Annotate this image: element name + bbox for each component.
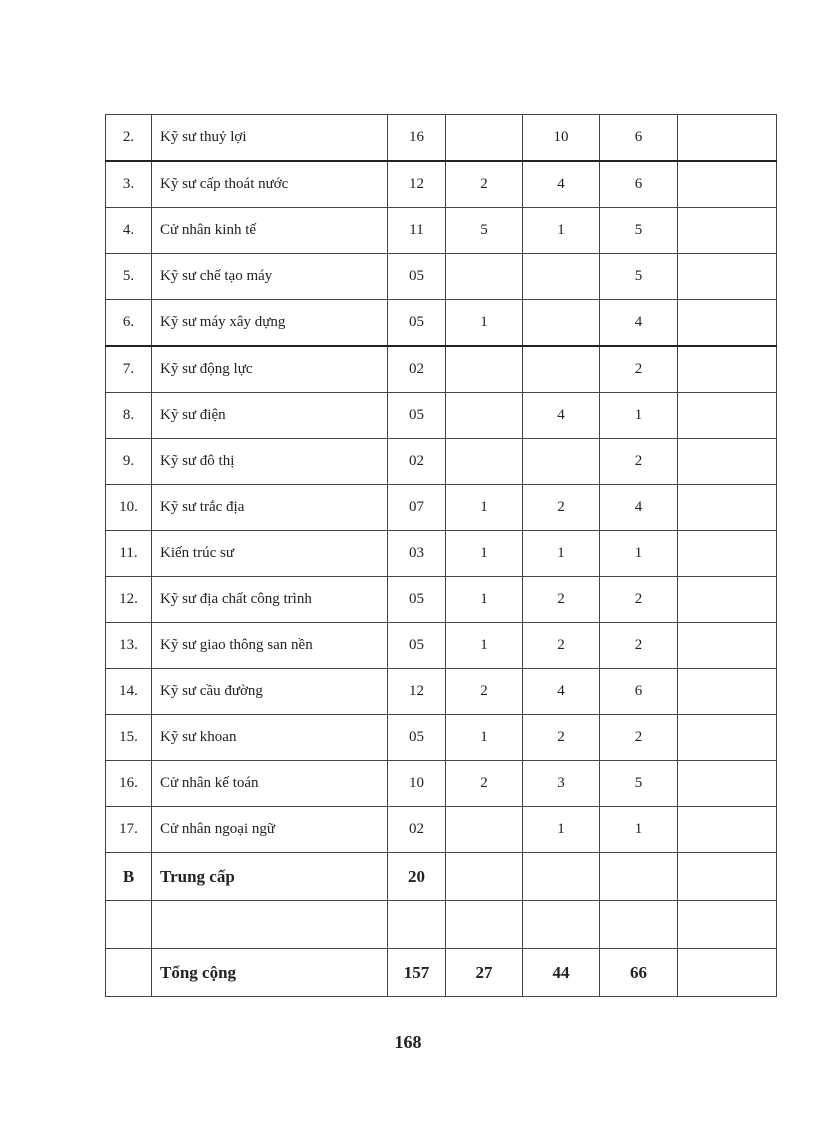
table-row bbox=[106, 949, 777, 997]
count-col-3-cell: 2 bbox=[600, 346, 678, 393]
row-number-cell: 6. bbox=[106, 300, 152, 347]
count-col-2-cell: 2 bbox=[523, 577, 600, 623]
count-col-1-cell bbox=[446, 254, 523, 300]
count-col-1-cell bbox=[446, 901, 523, 949]
count-col-2-cell bbox=[523, 853, 600, 901]
total-cell: 157 bbox=[388, 949, 446, 997]
qualification-cell: Kỹ sư động lực bbox=[152, 346, 388, 393]
count-col-1-cell: 1 bbox=[446, 577, 523, 623]
count-col-3-cell: 2 bbox=[600, 577, 678, 623]
note-cell bbox=[678, 161, 777, 208]
count-col-1-cell: 1 bbox=[446, 623, 523, 669]
count-col-2-cell bbox=[523, 254, 600, 300]
count-col-2-cell: 10 bbox=[523, 115, 600, 162]
note-cell bbox=[678, 208, 777, 254]
count-col-3-cell bbox=[600, 901, 678, 949]
note-cell bbox=[678, 853, 777, 901]
count-col-1-cell: 1 bbox=[446, 485, 523, 531]
qualification-cell: Trung cấp bbox=[152, 853, 388, 901]
table-row bbox=[106, 346, 777, 393]
total-cell: 03 bbox=[388, 531, 446, 577]
qualification-cell: Kỹ sư giao thông san nền bbox=[152, 623, 388, 669]
total-cell: 10 bbox=[388, 761, 446, 807]
row-number-cell: 2. bbox=[106, 115, 152, 162]
total-cell: 02 bbox=[388, 439, 446, 485]
count-col-3-cell: 2 bbox=[600, 623, 678, 669]
count-col-1-cell bbox=[446, 393, 523, 439]
count-col-2-cell: 1 bbox=[523, 208, 600, 254]
note-cell bbox=[678, 393, 777, 439]
count-col-2-cell bbox=[523, 901, 600, 949]
qualification-cell: Kỹ sư trắc địa bbox=[152, 485, 388, 531]
table-row bbox=[106, 761, 777, 807]
total-cell: 05 bbox=[388, 577, 446, 623]
count-col-2-cell: 2 bbox=[523, 715, 600, 761]
count-col-3-cell: 5 bbox=[600, 254, 678, 300]
count-col-1-cell: 27 bbox=[446, 949, 523, 997]
row-number-cell: 17. bbox=[106, 807, 152, 853]
row-number-cell: 4. bbox=[106, 208, 152, 254]
count-col-2-cell: 1 bbox=[523, 531, 600, 577]
total-cell: 05 bbox=[388, 393, 446, 439]
count-col-2-cell: 1 bbox=[523, 807, 600, 853]
total-cell: 05 bbox=[388, 254, 446, 300]
count-col-3-cell: 2 bbox=[600, 715, 678, 761]
note-cell bbox=[678, 669, 777, 715]
qualification-cell: Kỹ sư thuỷ lợi bbox=[152, 115, 388, 162]
table-row bbox=[106, 901, 777, 949]
table-row bbox=[106, 715, 777, 761]
row-number-cell: 16. bbox=[106, 761, 152, 807]
table-body bbox=[106, 115, 777, 997]
table-row bbox=[106, 669, 777, 715]
row-number-cell bbox=[106, 901, 152, 949]
qualification-cell: Kỹ sư địa chất công trình bbox=[152, 577, 388, 623]
note-cell bbox=[678, 577, 777, 623]
count-col-2-cell: 4 bbox=[523, 161, 600, 208]
count-col-3-cell: 66 bbox=[600, 949, 678, 997]
row-number-cell: 7. bbox=[106, 346, 152, 393]
qualification-cell: Kỹ sư điện bbox=[152, 393, 388, 439]
total-cell: 20 bbox=[388, 853, 446, 901]
total-cell: 05 bbox=[388, 715, 446, 761]
note-cell bbox=[678, 115, 777, 162]
row-number-cell: 5. bbox=[106, 254, 152, 300]
note-cell bbox=[678, 439, 777, 485]
count-col-3-cell: 2 bbox=[600, 439, 678, 485]
note-cell bbox=[678, 254, 777, 300]
note-cell bbox=[678, 346, 777, 393]
row-number-cell: 3. bbox=[106, 161, 152, 208]
row-number-cell: 13. bbox=[106, 623, 152, 669]
table-row bbox=[106, 485, 777, 531]
qualification-cell: Kỹ sư khoan bbox=[152, 715, 388, 761]
note-cell bbox=[678, 485, 777, 531]
qualification-cell bbox=[152, 901, 388, 949]
qualification-cell: Cử nhân ngoại ngữ bbox=[152, 807, 388, 853]
total-cell: 02 bbox=[388, 807, 446, 853]
row-number-cell: 11. bbox=[106, 531, 152, 577]
note-cell bbox=[678, 807, 777, 853]
total-cell: 11 bbox=[388, 208, 446, 254]
row-number-cell bbox=[106, 949, 152, 997]
count-col-3-cell: 1 bbox=[600, 807, 678, 853]
count-col-3-cell: 6 bbox=[600, 115, 678, 162]
table-row bbox=[106, 577, 777, 623]
row-number-cell: B bbox=[106, 853, 152, 901]
qualification-cell: Kỹ sư cấp thoát nước bbox=[152, 161, 388, 208]
count-col-3-cell: 4 bbox=[600, 485, 678, 531]
table-row bbox=[106, 161, 777, 208]
qualification-cell: Kỹ sư máy xây dựng bbox=[152, 300, 388, 347]
count-col-1-cell: 1 bbox=[446, 531, 523, 577]
table-row bbox=[106, 254, 777, 300]
count-col-2-cell: 2 bbox=[523, 485, 600, 531]
qualification-cell: Kỹ sư chế tạo máy bbox=[152, 254, 388, 300]
count-col-3-cell bbox=[600, 853, 678, 901]
count-col-1-cell: 1 bbox=[446, 715, 523, 761]
qualification-cell: Kỹ sư đô thị bbox=[152, 439, 388, 485]
count-col-2-cell bbox=[523, 346, 600, 393]
staffing-table bbox=[105, 114, 777, 997]
count-col-1-cell bbox=[446, 439, 523, 485]
table-row bbox=[106, 208, 777, 254]
table-row bbox=[106, 623, 777, 669]
row-number-cell: 14. bbox=[106, 669, 152, 715]
table-row bbox=[106, 853, 777, 901]
count-col-3-cell: 6 bbox=[600, 161, 678, 208]
total-cell: 07 bbox=[388, 485, 446, 531]
row-number-cell: 8. bbox=[106, 393, 152, 439]
total-cell: 02 bbox=[388, 346, 446, 393]
row-number-cell: 15. bbox=[106, 715, 152, 761]
table-row bbox=[106, 300, 777, 347]
count-col-3-cell: 1 bbox=[600, 393, 678, 439]
count-col-1-cell: 2 bbox=[446, 761, 523, 807]
count-col-1-cell: 2 bbox=[446, 669, 523, 715]
total-cell: 16 bbox=[388, 115, 446, 162]
table-row bbox=[106, 115, 777, 162]
note-cell bbox=[678, 901, 777, 949]
total-cell bbox=[388, 901, 446, 949]
row-number-cell: 12. bbox=[106, 577, 152, 623]
count-col-2-cell: 4 bbox=[523, 393, 600, 439]
count-col-2-cell: 4 bbox=[523, 669, 600, 715]
table-row bbox=[106, 393, 777, 439]
count-col-1-cell bbox=[446, 346, 523, 393]
table-row bbox=[106, 439, 777, 485]
count-col-1-cell bbox=[446, 853, 523, 901]
count-col-1-cell: 1 bbox=[446, 300, 523, 347]
count-col-2-cell bbox=[523, 439, 600, 485]
table-row bbox=[106, 807, 777, 853]
qualification-cell: Kỹ sư cầu đường bbox=[152, 669, 388, 715]
note-cell bbox=[678, 761, 777, 807]
note-cell bbox=[678, 949, 777, 997]
note-cell bbox=[678, 531, 777, 577]
qualification-cell: Cử nhân kinh tế bbox=[152, 208, 388, 254]
count-col-2-cell: 3 bbox=[523, 761, 600, 807]
count-col-1-cell bbox=[446, 115, 523, 162]
count-col-3-cell: 1 bbox=[600, 531, 678, 577]
table-row bbox=[106, 531, 777, 577]
count-col-3-cell: 4 bbox=[600, 300, 678, 347]
count-col-1-cell: 2 bbox=[446, 161, 523, 208]
count-col-2-cell: 2 bbox=[523, 623, 600, 669]
total-cell: 12 bbox=[388, 669, 446, 715]
total-cell: 12 bbox=[388, 161, 446, 208]
note-cell bbox=[678, 715, 777, 761]
count-col-2-cell: 44 bbox=[523, 949, 600, 997]
qualification-cell: Cử nhân kế toán bbox=[152, 761, 388, 807]
count-col-3-cell: 5 bbox=[600, 208, 678, 254]
count-col-1-cell: 5 bbox=[446, 208, 523, 254]
qualification-cell: Tổng cộng bbox=[152, 949, 388, 997]
page-number: 168 bbox=[394, 1032, 422, 1052]
count-col-3-cell: 5 bbox=[600, 761, 678, 807]
total-cell: 05 bbox=[388, 300, 446, 347]
count-col-1-cell bbox=[446, 807, 523, 853]
row-number-cell: 10. bbox=[106, 485, 152, 531]
count-col-3-cell: 6 bbox=[600, 669, 678, 715]
count-col-2-cell bbox=[523, 300, 600, 347]
note-cell bbox=[678, 300, 777, 347]
qualification-cell: Kiến trúc sư bbox=[152, 531, 388, 577]
note-cell bbox=[678, 623, 777, 669]
total-cell: 05 bbox=[388, 623, 446, 669]
row-number-cell: 9. bbox=[106, 439, 152, 485]
